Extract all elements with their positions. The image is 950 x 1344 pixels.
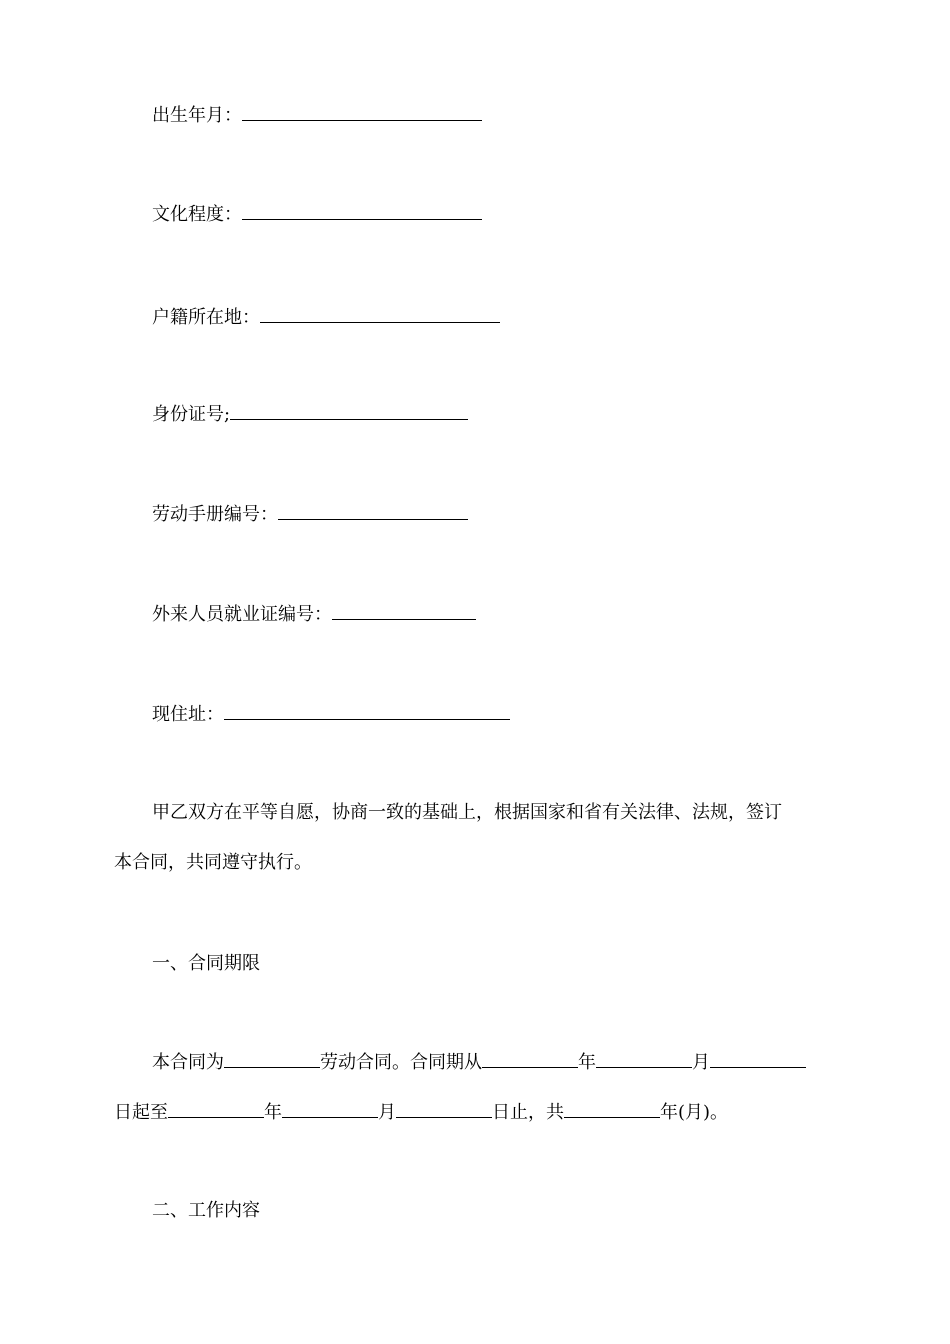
household-blank (260, 306, 500, 323)
intro-line-2: 本合同，共同遵守执行。 (114, 852, 312, 873)
id-number-label: 身份证号; (152, 404, 231, 425)
birth-field-row (152, 104, 482, 128)
term-text-c: 年 (578, 1052, 596, 1073)
id-number-blank (230, 403, 468, 420)
birth-blank (242, 104, 482, 121)
term-text-f: 年 (264, 1102, 282, 1123)
contract-type-blank (224, 1051, 320, 1068)
labor-book-blank (278, 503, 468, 520)
birth-label: 出生年月： (152, 105, 242, 126)
section1-line-1 (152, 1051, 806, 1075)
end-year-blank (168, 1101, 264, 1118)
address-field-row (152, 703, 510, 727)
employment-cert-label: 外来人员就业证编号： (152, 604, 332, 625)
education-blank (242, 203, 482, 220)
employment-cert-field-row (152, 603, 476, 627)
term-text-b: 劳动合同。合同期从 (320, 1052, 482, 1073)
duration-blank (564, 1101, 660, 1118)
start-month-blank (596, 1051, 692, 1068)
section1-line-2 (114, 1101, 728, 1125)
education-field-row (152, 203, 482, 227)
id-number-field-row (152, 403, 468, 427)
term-text-a: 本合同为 (152, 1052, 224, 1073)
intro-line-1: 甲乙双方在平等自愿，协商一致的基础上，根据国家和省有关法律、法规，签订 (152, 802, 782, 823)
term-text-h: 日止，共 (492, 1102, 564, 1123)
section2-heading: 二、工作内容 (152, 1200, 260, 1221)
labor-book-label: 劳动手册编号： (152, 504, 278, 525)
address-label: 现住址： (152, 704, 224, 725)
address-blank (224, 703, 510, 720)
household-label: 户籍所在地： (152, 307, 260, 328)
end-month-blank (282, 1101, 378, 1118)
education-label: 文化程度： (152, 204, 242, 225)
end-day-blank (396, 1101, 492, 1118)
term-text-i: 年(月)。 (660, 1102, 729, 1123)
household-field-row (152, 306, 500, 330)
section1-heading: 一、合同期限 (152, 953, 260, 974)
labor-book-field-row (152, 503, 468, 527)
employment-cert-blank (332, 603, 476, 620)
term-text-d: 月 (692, 1052, 710, 1073)
start-day-blank (710, 1051, 806, 1068)
term-text-g: 月 (378, 1102, 396, 1123)
start-year-blank (482, 1051, 578, 1068)
term-text-e: 日起至 (114, 1102, 168, 1123)
